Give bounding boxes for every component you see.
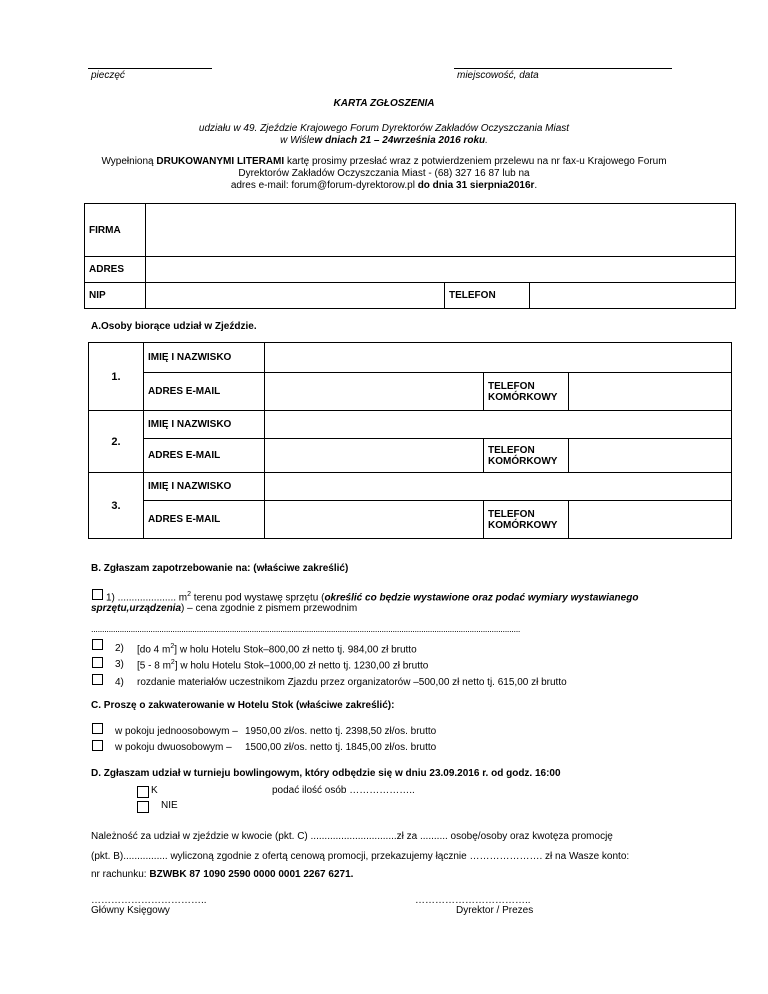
stamp-line	[88, 68, 212, 69]
section-b-item2-text: [do 4 $m^2$] w holu Hotelu Stok–800,00 zł netto tj. 984,00 zł brutto	[137, 643, 417, 656]
form-title: KARTA ZGŁOSZENIA	[333, 98, 435, 109]
email-label: ADRES E-MAIL	[144, 501, 265, 539]
instructions-line2: Dyrektorów Zakładów Oczyszczania Miast - (68) 327 16 87 lub na	[238, 168, 530, 179]
firma-field[interactable]	[146, 204, 736, 257]
instructions-line1: Wypełnioną DRUKOWANYMI LITERAMI kartę prosimy przesłać wraz z potwierdzeniem przelewu na nr fax-u Krajowego Forum	[101, 156, 667, 167]
section-b-item4-text: rozdanie materiałów uczestnikom Zjazdu przez organizatorów –500,00 zł netto tj. 615,00 zł brutto	[137, 677, 567, 688]
checkbox-b4[interactable]	[92, 674, 103, 685]
name-label: IMIĘ I NAZWISKO	[144, 343, 265, 373]
checkbox-bowling-yes[interactable]	[137, 786, 149, 798]
payment-line3: nr rachunku: BZWBK 87 1090 2590 0000 0001 2267 6271.	[91, 869, 354, 880]
name-label: IMIĘ I NAZWISKO	[144, 411, 265, 439]
name-field[interactable]	[265, 411, 732, 439]
adres-label: ADRES	[85, 257, 146, 283]
nip-label: NIP	[85, 283, 146, 309]
name-field[interactable]	[265, 473, 732, 501]
section-b-item2-num: 2)	[115, 643, 124, 654]
phone-field[interactable]	[569, 439, 732, 473]
payment-line1: Należność za udział w zjeździe w kwocie (pkt. C) ...............................zł za .......... osobę/osoby oraz kwotęza promocję	[91, 831, 613, 842]
checkbox-b2[interactable]	[92, 639, 103, 650]
bowling-yes-label: K	[151, 785, 158, 796]
double-room-label: w pokoju dwuosobowym –	[115, 742, 232, 753]
double-room-price: 1500,00 zł/os. netto tj. 1845,00 zł/os. brutto	[245, 742, 437, 753]
checkbox-b1[interactable]	[92, 589, 103, 600]
nip-field[interactable]	[146, 283, 445, 309]
stamp-label: pieczęć	[91, 70, 125, 81]
company-table	[84, 203, 736, 309]
checkbox-single-room[interactable]	[92, 723, 103, 734]
firma-label: FIRMA	[85, 204, 146, 257]
name-label: IMIĘ I NAZWISKO	[144, 473, 265, 501]
checkbox-b3[interactable]	[92, 657, 103, 668]
section-b-item1-line2: sprzętu,urządzenia) – cena zgodnie z pismem przewodnim	[91, 603, 358, 614]
section-c-title: C. Proszę o zakwaterowanie w Hotelu Stok (właściwe zakreślić):	[91, 700, 395, 711]
signature-left-label: Główny Księgowy	[91, 905, 170, 916]
checkbox-bowling-no[interactable]	[137, 801, 149, 813]
person-number: 1.	[89, 343, 144, 411]
signature-right-dots: ……………………………..	[415, 895, 531, 906]
phone-label: TELEFON KOMÓRKOWY	[484, 373, 569, 411]
signature-left-dots: ……………………………..	[91, 895, 207, 906]
phone-label: TELEFON KOMÓRKOWY	[484, 501, 569, 539]
email-field[interactable]	[265, 501, 484, 539]
subtitle-line2: w Wiślew dniach 21 – 24września 2016 roku.	[280, 135, 488, 146]
instructions-line3: adres e-mail: forum@forum-dyrektorow.pl do dnia 31 sierpnia2016r.	[230, 180, 538, 191]
phone-label: TELEFON KOMÓRKOWY	[484, 439, 569, 473]
phone-field[interactable]	[569, 501, 732, 539]
place-date-line	[454, 68, 672, 69]
place-date-label: miejscowość, data	[457, 70, 539, 81]
section-b-item3-text: [5 - 8 $m^2$] w holu Hotelu Stok–1000,00 zł netto tj. 1230,00 zł brutto	[137, 659, 429, 672]
subtitle-line1: udziału w 49. Zjeździe Krajowego Forum Dyrektorów Zakładów Oczyszczania Miast	[198, 123, 570, 134]
email-field[interactable]	[265, 439, 484, 473]
telefon-label: TELEFON	[445, 283, 530, 309]
phone-field[interactable]	[569, 373, 732, 411]
single-room-label: w pokoju jednoosobowym –	[115, 726, 238, 737]
telefon-field[interactable]	[530, 283, 736, 309]
section-b-item4-num: 4)	[115, 677, 124, 688]
bowling-no-label: NIE	[161, 800, 178, 811]
email-label: ADRES E-MAIL	[144, 439, 265, 473]
section-b-title: B. Zgłaszam zapotrzebowanie na: (właściwe zakreślić)	[91, 563, 349, 574]
section-b-item1: 1) ..................... $m^2$ terenu pod wystawę sprzętu (określić co będzie wystawione oraz podać wymiary wystawianego	[106, 591, 639, 604]
bowling-count-label: podać ilość osób ………………..	[272, 785, 415, 796]
payment-line2: (pkt. B)................ wyliczoną zgodnie z ofertą cenową promocji, przekazujemy łącznie …………………. zł na Wasze konto:	[91, 851, 630, 862]
email-field[interactable]	[265, 373, 484, 411]
adres-field[interactable]	[146, 257, 736, 283]
section-d-title: D. Zgłaszam udział w turnieju bowlingowym, który odbędzie się w dniu 23.09.2016 r. od godz. 16:00	[91, 768, 561, 779]
persons-table	[88, 342, 732, 539]
section-a-title: A.Osoby biorące udział w Zjeździe.	[91, 321, 257, 332]
person-number: 2.	[89, 411, 144, 473]
signature-right-label: Dyrektor / Prezes	[456, 905, 534, 916]
checkbox-double-room[interactable]	[92, 740, 103, 751]
name-field[interactable]	[265, 343, 732, 373]
section-b-item3-num: 3)	[115, 659, 124, 670]
dotted-line: ...................................................................................................................................................................................................	[91, 624, 521, 634]
email-label: ADRES E-MAIL	[144, 373, 265, 411]
single-room-price: 1950,00 zł/os. netto tj. 2398,50 zł/os. brutto	[245, 726, 437, 737]
person-number: 3.	[89, 473, 144, 539]
